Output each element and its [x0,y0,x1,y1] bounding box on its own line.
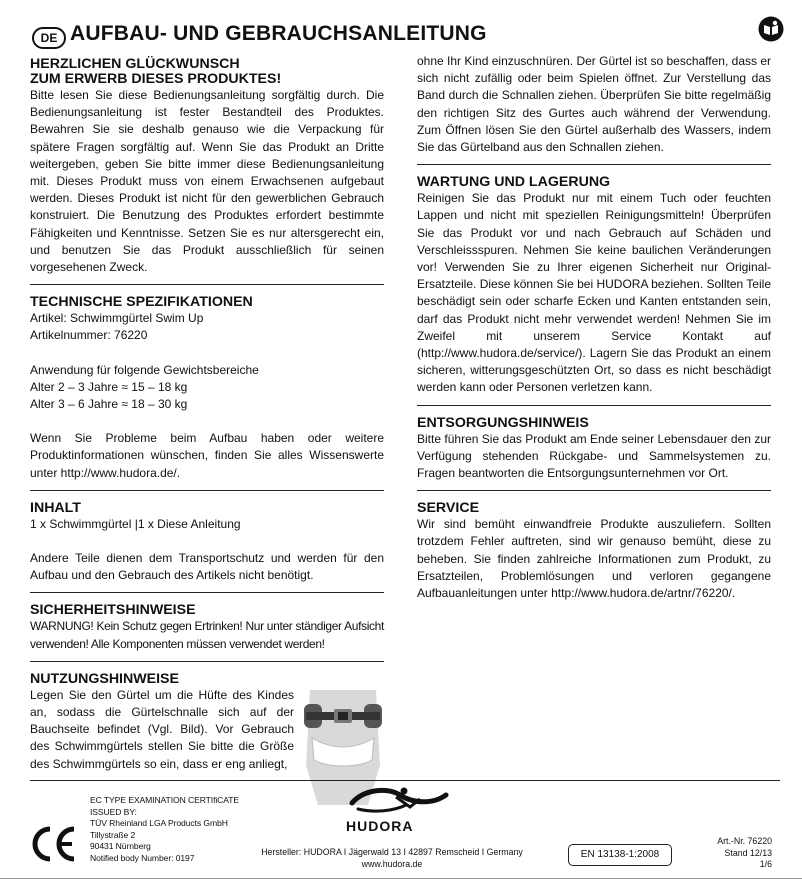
welcome-text: Bitte lesen Sie diese Bedienungsanleitung sorgfältig durch. Die Bedienungsanleitung ist fester Bestandteil des Produktes. Bewahren Sie sie deshalb genauso wie die Verpackung für spätere Fragen sorgfältig auf. Wenn Sie das Produkt an Dritte weitergeben, geben Sie bitte immer diese Bedienungsanleitung mit. Dieses Produkt muss von einem Erwachsenen aufgebaut werden. Dieses Produkt ist nicht für den gewerblichen Gebrauch konstruiert. Die Benutzung des Produktes erfordert bestimmte Fähigkeiten und Kenntnisse. Setzen Sie es nur altersgerecht ein, und benutzen Sie das Produkt ausschließlich für seinen vorgesehenen Zweck. [30,88,384,275]
usage-title: NUTZUNGSHINWEISE [30,670,179,687]
disposal-section [417,416,771,483]
usage-text: Legen Sie den Gürtel um die Hüfte des Kindes an, sodass die Gürtelschnalle sich auf der Bauchseite befindet (Vgl. Bild). Vor Gebrauch des Schwimmgürtels stellen Sie bitte die Größe des Schwimmgürtels so ein, dass er eng anliegt, [30,687,294,771]
section-divider [417,405,771,406]
service-section [417,501,771,602]
page-title: AUFBAU- UND GEBRAUCHSANLEITUNG [70,22,487,45]
contents-line-2: Andere Teile dienen dem Transportschutz und werden für den Aufbau und den Gebrauch des Artikels nicht benötigt. [30,551,384,583]
maintenance-section [417,175,771,396]
section-divider [30,661,384,662]
maintenance-text: Reinigen Sie das Produkt nur mit einem Tuch oder feuchten Lappen und nicht mit speziellen Reinigungsmitteln! Überprüfen Sie das Produkt vor und nach Gebrauch auf Schäden und Verschleissspuren. Nehmen Sie keine baulichen Veränderungen vor! Verwenden Sie zu Ihrer eigenen Sicherheit nur Original-Ersatzteile. Diese können Sie bei HUDORA beziehen. Sollten Teile beschädigt sein oder scharfe Ecken und Kanten entstanden sein, darf das Produkt nicht mehr verwendet werden! Nehmen Sie im Zweifel mit unserem Service Kontakt auf (http://www.hudora.de/service/). Lagern Sie das Produkt an einem sicheren, witterungsgeschützten Ort, so dass es nicht beschädigt werden kann oder Personen verletzen kann. [417,191,771,395]
brand-name: HUDORA [346,818,414,834]
manual-book-icon [758,16,784,42]
manufacturer-info [232,846,552,870]
revision-date: Stand 12/13 [724,847,772,858]
service-text: Wir sind bemüht einwandfreie Produkte auszuliefern. Sollten trotzdem Fehler auftreten, sind wir genauso bemüht, diese zu beheben. Sie finden zahlreiche Informationen zum Produkt, zu Ersatzteilen, Problemlösungen und verloren gegangene Aufbauanleitungen unter http://www.hudora.de/artnr/76220/. [417,517,771,601]
specs-section [30,295,384,482]
article-number: Art.-Nr. 76220 [717,836,772,846]
section-divider [30,490,384,491]
language-badge: DE [32,27,66,49]
ce-mark-icon [30,825,78,863]
manufacturer-address: Hersteller: HUDORA I Jägerwald 13 I 42897 Remscheid I Germany [261,847,523,857]
specs-problems-text: Wenn Sie Probleme beim Aufbau haben oder weitere Produktinformationen wünschen, finden Sie alles Wissenswerte unter http://www.hudora.de/. [30,431,384,480]
certificate-block [90,795,239,865]
specs-article: Artikel: Schwimmgürtel Swim Up [30,311,204,326]
welcome-title-line2: ZUM ERWERB DIESES PRODUKTES! [30,71,282,87]
safety-title: SICHERHEITSHINWEISE [30,602,196,619]
service-title: SERVICE [417,500,480,517]
maintenance-title: WARTUNG UND LAGERUNG [417,174,611,191]
specs-title: TECHNISCHE SPEZIFIKATIONEN [30,294,253,311]
footer-divider [30,780,780,781]
cert-line: EC TYPE EXAMINATION CERTIfiCATE [90,795,240,805]
specs-weight-range-1: Alter 2 – 3 Jahre ≈ 15 – 18 kg [30,379,188,394]
usage-continued-text: ohne Ihr Kind einzuschnüren. Der Gürtel ist so beschaffen, dass er sich nicht zufällig oder beim Spielen öffnet. Zur Verstellung das Band durch die Schnallen ziehen. Überprüfen Sie bitte regelmäßig den richtigen Sitz des Gurtes auch während der Verwendung. Zum Öffnen lösen Sie den Gürtel außerhalb des Wassers, indem Sie das Gürtelband aus den Schnallen ziehen. [417,54,771,155]
contents-section [30,501,384,585]
cert-line: TÜV Rheinland LGA Products GmbH [90,818,228,829]
article-info [717,836,772,871]
section-divider [30,284,384,285]
safety-section [30,603,384,652]
disposal-text: Bitte führen Sie das Produkt am Ende seiner Lebensdauer den zur Verfügung stehenden Rückgabe- und Sammelsystemen zu. Fragen beantworten die Entsorgungsunternehmen vor Ort. [417,431,771,481]
left-column [30,57,384,773]
page-header [30,12,780,48]
page-number: 1/6 [759,859,772,869]
contents-title: INHALT [30,499,81,516]
specs-weight-range-2: Alter 3 – 6 Jahre ≈ 18 – 30 kg [30,397,188,412]
page-bottom-rule [0,878,802,879]
cert-line: Tillystraße 2 [90,829,136,840]
specs-article-number: Artikelnummer: 76220 [30,328,148,343]
section-divider [30,592,384,593]
standard-badge: EN 13138-1:2008 [568,844,672,866]
section-divider [417,164,771,165]
cert-line: ISSUED BY: [90,806,137,817]
contents-line-1: 1 x Schwimmgürtel |1 x Diese Anleitung [30,516,241,531]
hudora-logo-icon [344,785,454,815]
welcome-section [30,57,384,276]
cert-line: Notified body Number: 0197 [90,852,195,863]
specs-weights-intro: Anwendung für folgende Gewichtsbereiche [30,362,259,377]
usage-section [30,672,384,773]
welcome-title-line1: HERZLICHEN GLÜCKWUNSCH [30,56,240,72]
disposal-title: ENTSORGUNGSHINWEIS [417,414,589,431]
cert-line: 90431 Nürnberg [90,841,151,852]
section-divider [417,490,771,491]
safety-text: WARNUNG! Kein Schutz gegen Ertrinken! Nur unter ständiger Aufsicht verwenden! Alle Komponenten müssen verwendet werden! [30,619,384,651]
manufacturer-website: www.hudora.de [361,859,423,869]
right-column [417,53,771,602]
